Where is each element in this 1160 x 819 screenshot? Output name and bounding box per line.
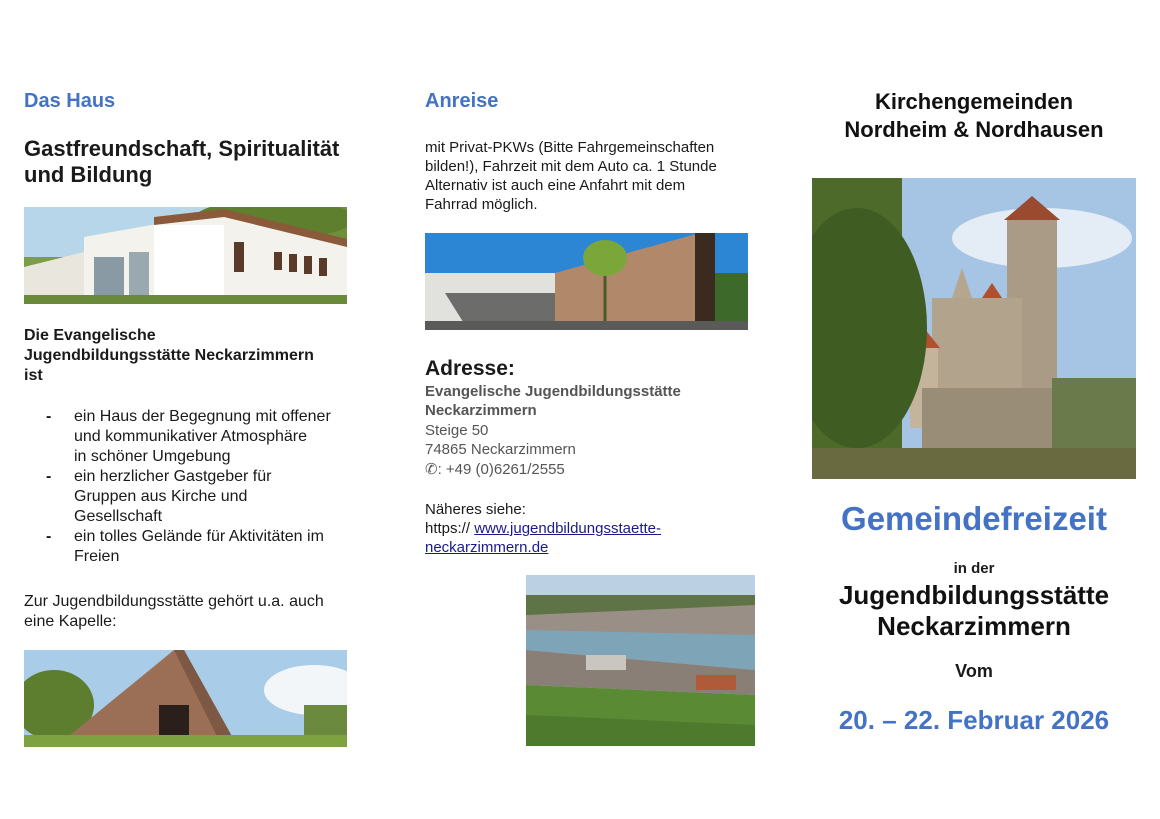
website-link-continued[interactable]: neckarzimmern.de [425, 539, 549, 556]
list-item: - ein Haus der Begegnung mit offener und kommunikativer Atmosphäre in schöner Umgebung [46, 408, 331, 465]
address-street: Steige 50 [425, 422, 489, 439]
chapel-photo [24, 650, 347, 747]
more-info-label: Näheres siehe: [425, 501, 526, 518]
venue-title: Jugendbildungsstätte Neckarzimmern [838, 580, 1110, 641]
building-photo [425, 233, 748, 330]
travel-text: mit Privat-PKWs (Bitte Fahrgemeinschaften bilden!), Fahrzeit mit dem Auto ca. 1 Stunde Alternativ ist auch eine Anfahrt mit dem Fahrrad möglich. [425, 139, 717, 213]
list-item: - ein tolles Gelände für Aktivitäten im Freien [46, 528, 324, 565]
town-photo [526, 575, 755, 746]
event-dates: 20. – 22. Februar 2026 [838, 705, 1110, 735]
section-title-travel: Anreise [425, 90, 499, 112]
more-info-url: https:// www.jugendbildungsstaette- neckarzimmern.de [425, 520, 661, 556]
website-link[interactable]: www.jugendbildungsstaette- [474, 520, 661, 537]
list-item: - ein herzlicher Gastgeber für Gruppen aus Kirche und Gesellschaft [46, 468, 272, 525]
section-title-house: Das Haus [24, 90, 116, 112]
in-der-label: in der [953, 560, 995, 577]
castle-photo [812, 178, 1136, 479]
house-photo [24, 207, 347, 304]
vom-label: Vom [955, 661, 993, 681]
address-phone: ✆: +49 (0)6261/2555 [425, 461, 565, 478]
address-city: 74865 Neckarzimmern [425, 441, 576, 458]
feature-list [24, 407, 374, 567]
intro-text: Die Evangelische Jugendbildungsstätte Neckarzimmern ist [24, 327, 314, 384]
chapel-text: Zur Jugendbildungsstätte gehört u.a. auch eine Kapelle: [24, 593, 324, 630]
address-heading: Adresse: [425, 357, 515, 380]
event-title: Gemeindefreizeit [841, 500, 1107, 537]
house-subtitle: Gastfreundschaft, Spiritualität und Bildung [24, 136, 340, 187]
address-name: Evangelische Jugendbildungsstätte Neckarzimmern [425, 383, 681, 419]
parish-title: Kirchengemeinden Nordheim & Nordhausen [844, 89, 1104, 142]
phone-icon: ✆ [425, 461, 438, 478]
